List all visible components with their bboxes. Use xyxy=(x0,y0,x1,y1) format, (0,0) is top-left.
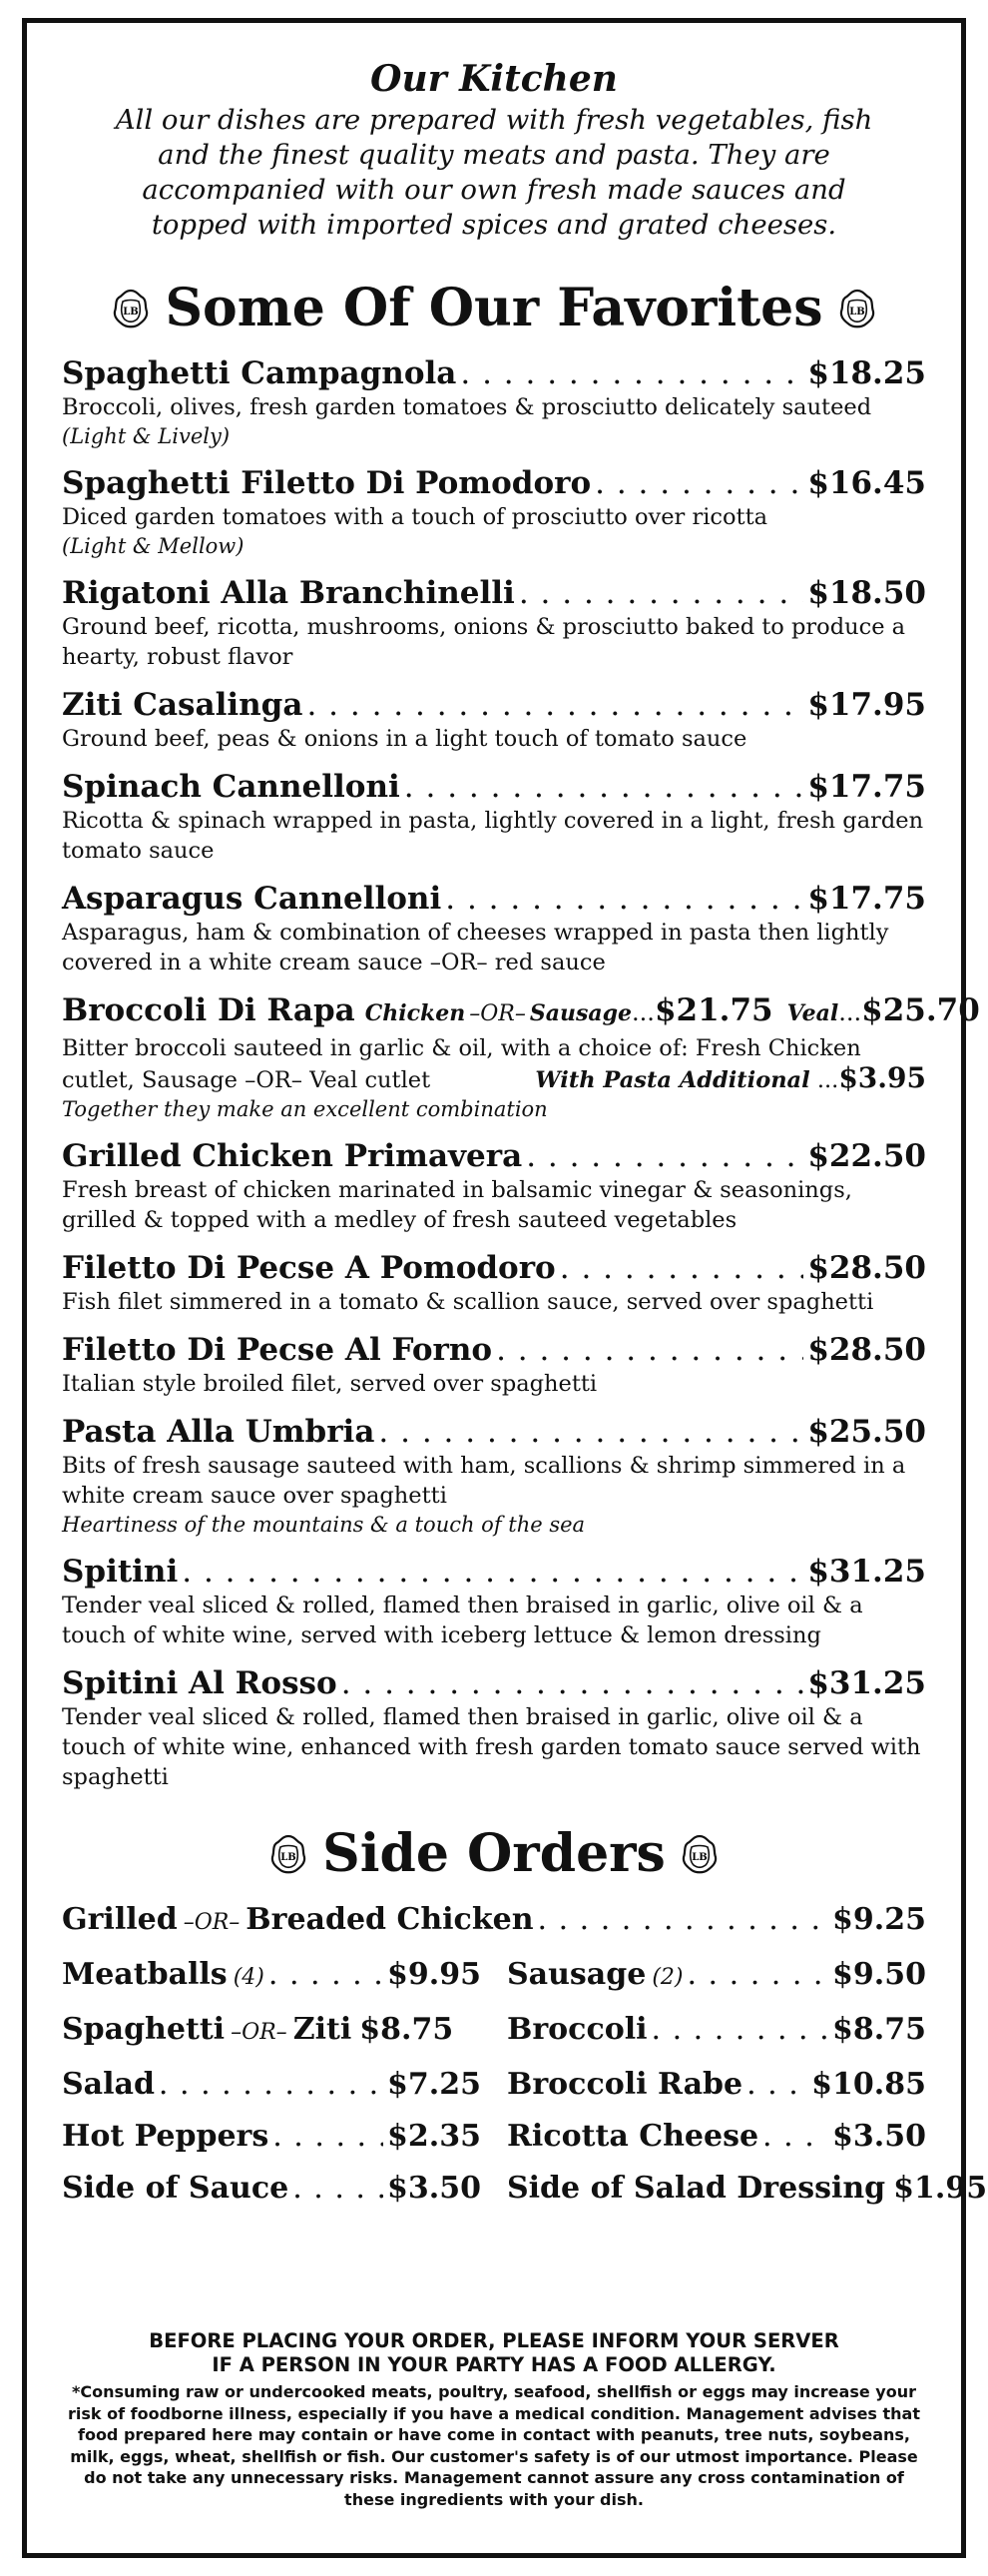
menu-item xyxy=(62,1331,926,1399)
item-name: Spitini xyxy=(62,1554,179,1590)
item-note: (Light & Lively) xyxy=(62,424,231,448)
crest-icon xyxy=(113,288,149,329)
item-desc: Ground beef, ricotta, mushrooms, onions & prosciutto baked to produce a hearty, robust flavor xyxy=(62,614,906,670)
side-name: Broccoli Rabe xyxy=(507,2067,743,2102)
item-note: (Light & Mellow) xyxy=(62,534,245,558)
item-name: Ziti Casalinga xyxy=(62,687,303,723)
leader-dots xyxy=(292,2169,383,2209)
rapa-option-chicken: Chicken xyxy=(364,1000,466,1026)
menu-item xyxy=(62,574,926,672)
side-name: Broccoli xyxy=(507,2012,648,2047)
rapa-option-sausage: Sausage xyxy=(529,1000,633,1026)
item-desc: Diced garden tomatoes with a touch of prosciutto over ricotta xyxy=(62,504,768,530)
side-price: $2.35 xyxy=(387,2119,481,2154)
item-name: Filetto Di Pecse Al Forno xyxy=(62,1332,493,1368)
menu-item xyxy=(62,1137,926,1235)
item-desc: Asparagus, ham & combination of cheeses wrapped in pasta then lightly covered in a white cream sauce –OR– red sauce xyxy=(62,920,889,975)
item-price: $17.75 xyxy=(807,881,926,917)
allergy-heading-line-2: IF A PERSON IN YOUR PARTY HAS A FOOD ALLERGY. xyxy=(212,2353,776,2376)
side-row xyxy=(62,2010,926,2053)
allergy-heading-line-1: BEFORE PLACING YOUR ORDER, PLEASE INFORM YOUR SERVER xyxy=(149,2329,839,2352)
side-name: Ziti xyxy=(292,2012,352,2047)
side-price: $3.50 xyxy=(832,2119,926,2154)
side-row xyxy=(62,2065,926,2105)
crest-icon xyxy=(682,1833,718,1875)
side-price: $9.95 xyxy=(387,1957,481,1992)
side-item-side-of-sauce xyxy=(62,2169,481,2209)
menu-item xyxy=(62,464,926,560)
menu-item xyxy=(62,1249,926,1317)
side-name: Meatballs xyxy=(62,1957,228,1992)
side-name: Side of Salad Dressing xyxy=(507,2171,886,2206)
crest-icon xyxy=(839,288,875,329)
side-price: $9.50 xyxy=(832,1957,926,1992)
menu-item xyxy=(62,1553,926,1650)
kitchen-intro: All our dishes are prepared with fresh vegetables, fish and the finest quality meats and pasta. They are accompanied with our own fresh made sauces and topped with imported spices and grated cheeses. xyxy=(115,104,873,241)
leader-dots xyxy=(595,464,803,502)
side-price: $3.50 xyxy=(387,2171,481,2206)
leader-dots xyxy=(519,574,804,612)
item-price: $31.25 xyxy=(807,1554,926,1590)
leader-dots xyxy=(496,1331,803,1369)
side-price: $9.25 xyxy=(832,1902,926,1937)
side-row xyxy=(62,1955,926,1998)
leader-dots xyxy=(746,2065,807,2105)
leader-dots xyxy=(182,1553,803,1591)
leader-dots xyxy=(445,880,803,918)
item-price: $16.45 xyxy=(807,465,926,501)
side-orders-title: Side Orders xyxy=(322,1823,666,1884)
item-name: Filetto Di Pecse A Pomodoro xyxy=(62,1250,556,1286)
rapa-option-veal: Veal xyxy=(786,1000,839,1026)
item-name: Asparagus Cannelloni xyxy=(62,881,442,917)
side-name: Breaded Chicken xyxy=(246,1902,534,1937)
side-orders-heading xyxy=(62,1822,926,1886)
side-item-meatballs xyxy=(62,1955,481,1998)
item-price: $25.50 xyxy=(807,1414,926,1450)
crest-icon xyxy=(270,1833,306,1875)
side-name: Grilled xyxy=(62,1902,178,1937)
side-item-salad xyxy=(62,2065,481,2105)
leader-dots: ... xyxy=(632,998,655,1026)
leader-dots xyxy=(687,1955,828,1995)
side-item-sausage xyxy=(507,1955,926,1998)
leader-dots xyxy=(560,1249,804,1287)
svg-text:LB: LB xyxy=(123,307,140,318)
side-item-grilled-breaded-chicken xyxy=(62,1900,926,1943)
item-note: Heartiness of the mountains & a touch of the sea xyxy=(62,1513,586,1537)
leader-dots xyxy=(306,686,803,724)
item-name: Spaghetti Campagnola xyxy=(62,355,457,391)
item-desc: Italian style broiled filet, served over spaghetti xyxy=(62,1371,598,1397)
side-item-broccoli-rabe xyxy=(507,2065,926,2105)
side-or: –OR– xyxy=(183,1910,241,1935)
allergy-notice xyxy=(67,2329,921,2510)
item-desc: Fish filet simmered in a tomato & scallion sauce, served over spaghetti xyxy=(62,1289,874,1315)
item-desc: Ricotta & spinach wrapped in pasta, lightly covered in a light, fresh garden tomato sauce xyxy=(62,808,924,864)
side-name: Ricotta Cheese xyxy=(507,2119,759,2154)
item-desc: cutlet, Sausage –OR– Veal cutlet xyxy=(62,1067,431,1093)
side-qty: (4) xyxy=(233,1965,264,1990)
leader-dots xyxy=(538,1900,829,1940)
side-name: Salad xyxy=(62,2067,155,2102)
side-name: Hot Peppers xyxy=(62,2119,269,2154)
item-name: Broccoli Di Rapa xyxy=(62,992,355,1028)
svg-text:LB: LB xyxy=(692,1852,708,1863)
side-item-hot-peppers xyxy=(62,2117,481,2157)
menu-item-broccoli-di-rapa xyxy=(62,991,980,1123)
side-orders-list xyxy=(62,1900,988,2209)
rapa-or: –OR– xyxy=(469,1001,526,1026)
leader-dots xyxy=(341,1664,804,1702)
menu-item xyxy=(62,1413,926,1539)
menu-item xyxy=(62,880,926,977)
side-name: Side of Sauce xyxy=(62,2171,289,2206)
item-desc: Broccoli, olives, fresh garden tomatoes & prosciutto delicately sauteed xyxy=(62,394,872,420)
item-price: $18.25 xyxy=(807,355,926,391)
leader-dots xyxy=(526,1137,803,1175)
item-price: $22.50 xyxy=(807,1138,926,1174)
rapa-price-1: $21.75 xyxy=(654,992,773,1028)
rapa-price-2: $25.70 xyxy=(861,992,980,1028)
side-item-spaghetti-ziti xyxy=(62,2010,481,2053)
allergy-disclaimer: *Consuming raw or undercooked meats, poultry, seafood, shellfish or eggs may increase your risk of foodborne illness, especially if you have a medical condition. Management advises that food prepared here may contain or have come in contact with peanuts, tree nuts, soybeans, milk, eggs, wheat, shellfish or fish. Our customer's safety is of our utmost importance. Please do not take any unnecessary risks. Management cannot assure any cross contamination of these ingredients with your dish. xyxy=(67,2382,920,2509)
leader-dots xyxy=(460,354,803,392)
item-desc: Fresh breast of chicken marinated in balsamic vinegar & seasonings, grilled & topped with a medley of fresh sauteed vegetables xyxy=(62,1177,852,1233)
menu-item xyxy=(62,768,926,866)
favorites-title: Some Of Our Favorites xyxy=(165,278,823,338)
leader-dots: ... xyxy=(816,1067,839,1093)
item-price: $31.25 xyxy=(807,1665,926,1701)
side-name: Spaghetti xyxy=(62,2012,226,2047)
svg-text:LB: LB xyxy=(848,307,865,318)
item-desc: Bits of fresh sausage sauteed with ham, scallions & shrimp simmered in a white cream sauce over spaghetti xyxy=(62,1453,906,1509)
side-row xyxy=(62,2117,926,2157)
favorites-heading xyxy=(62,277,926,340)
pasta-additional-price: $3.95 xyxy=(838,1061,926,1094)
leader-dots xyxy=(272,2117,383,2157)
favorites-list xyxy=(62,354,980,1792)
menu-item xyxy=(62,1664,926,1792)
leader-dots xyxy=(159,2065,383,2105)
menu-content xyxy=(62,57,988,2221)
item-price: $17.75 xyxy=(807,769,926,805)
menu-item xyxy=(62,686,926,754)
menu-frame xyxy=(22,18,988,2558)
item-note: Together they make an excellent combination xyxy=(62,1097,548,1121)
leader-dots xyxy=(652,2010,829,2050)
side-name: Sausage xyxy=(507,1957,647,1992)
side-price: $1.95 xyxy=(893,2171,988,2206)
pasta-additional-label: With Pasta Additional xyxy=(535,1067,810,1093)
leader-dots xyxy=(762,2117,828,2157)
item-name: Spaghetti Filetto Di Pomodoro xyxy=(62,465,592,501)
item-name: Spinach Cannelloni xyxy=(62,769,400,805)
item-price: $17.95 xyxy=(807,687,926,723)
side-item-side-of-salad-dressing xyxy=(507,2169,988,2209)
leader-dots: ... xyxy=(838,998,862,1026)
item-name: Pasta Alla Umbria xyxy=(62,1414,375,1450)
item-name: Grilled Chicken Primavera xyxy=(62,1138,523,1174)
side-price: $7.25 xyxy=(387,2067,481,2102)
side-price: $8.75 xyxy=(832,2012,926,2047)
side-item-broccoli xyxy=(507,2010,926,2053)
leader-dots xyxy=(378,1413,803,1451)
side-qty: (2) xyxy=(652,1965,684,1990)
item-desc: Tender veal sliced & rolled, flamed then braised in garlic, olive oil & a touch of white wine, served with iceberg lettuce & lemon dressing xyxy=(62,1593,863,1648)
svg-text:LB: LB xyxy=(280,1852,296,1863)
kitchen-title: Our Kitchen xyxy=(370,58,618,100)
side-price: $10.85 xyxy=(811,2067,926,2102)
leader-dots xyxy=(268,1955,383,1995)
item-price: $28.50 xyxy=(807,1332,926,1368)
item-desc: Ground beef, peas & onions in a light touch of tomato sauce xyxy=(62,726,747,752)
item-desc: Bitter broccoli sauteed in garlic & oil, with a choice of: Fresh Chicken xyxy=(62,1035,861,1061)
side-item-ricotta-cheese xyxy=(507,2117,926,2157)
item-price: $18.50 xyxy=(807,575,926,611)
menu-item xyxy=(62,354,926,450)
item-name: Spitini Al Rosso xyxy=(62,1665,337,1701)
item-name: Rigatoni Alla Branchinelli xyxy=(62,575,515,611)
item-desc: Tender veal sliced & rolled, flamed then braised in garlic, olive oil & a touch of white wine, enhanced with fresh garden tomato sauce served with spaghetti xyxy=(62,1704,921,1790)
item-price: $28.50 xyxy=(807,1250,926,1286)
side-or: –OR– xyxy=(231,2020,287,2045)
side-price: $8.75 xyxy=(359,2012,454,2047)
leader-dots xyxy=(404,768,804,806)
side-row xyxy=(62,2169,988,2209)
